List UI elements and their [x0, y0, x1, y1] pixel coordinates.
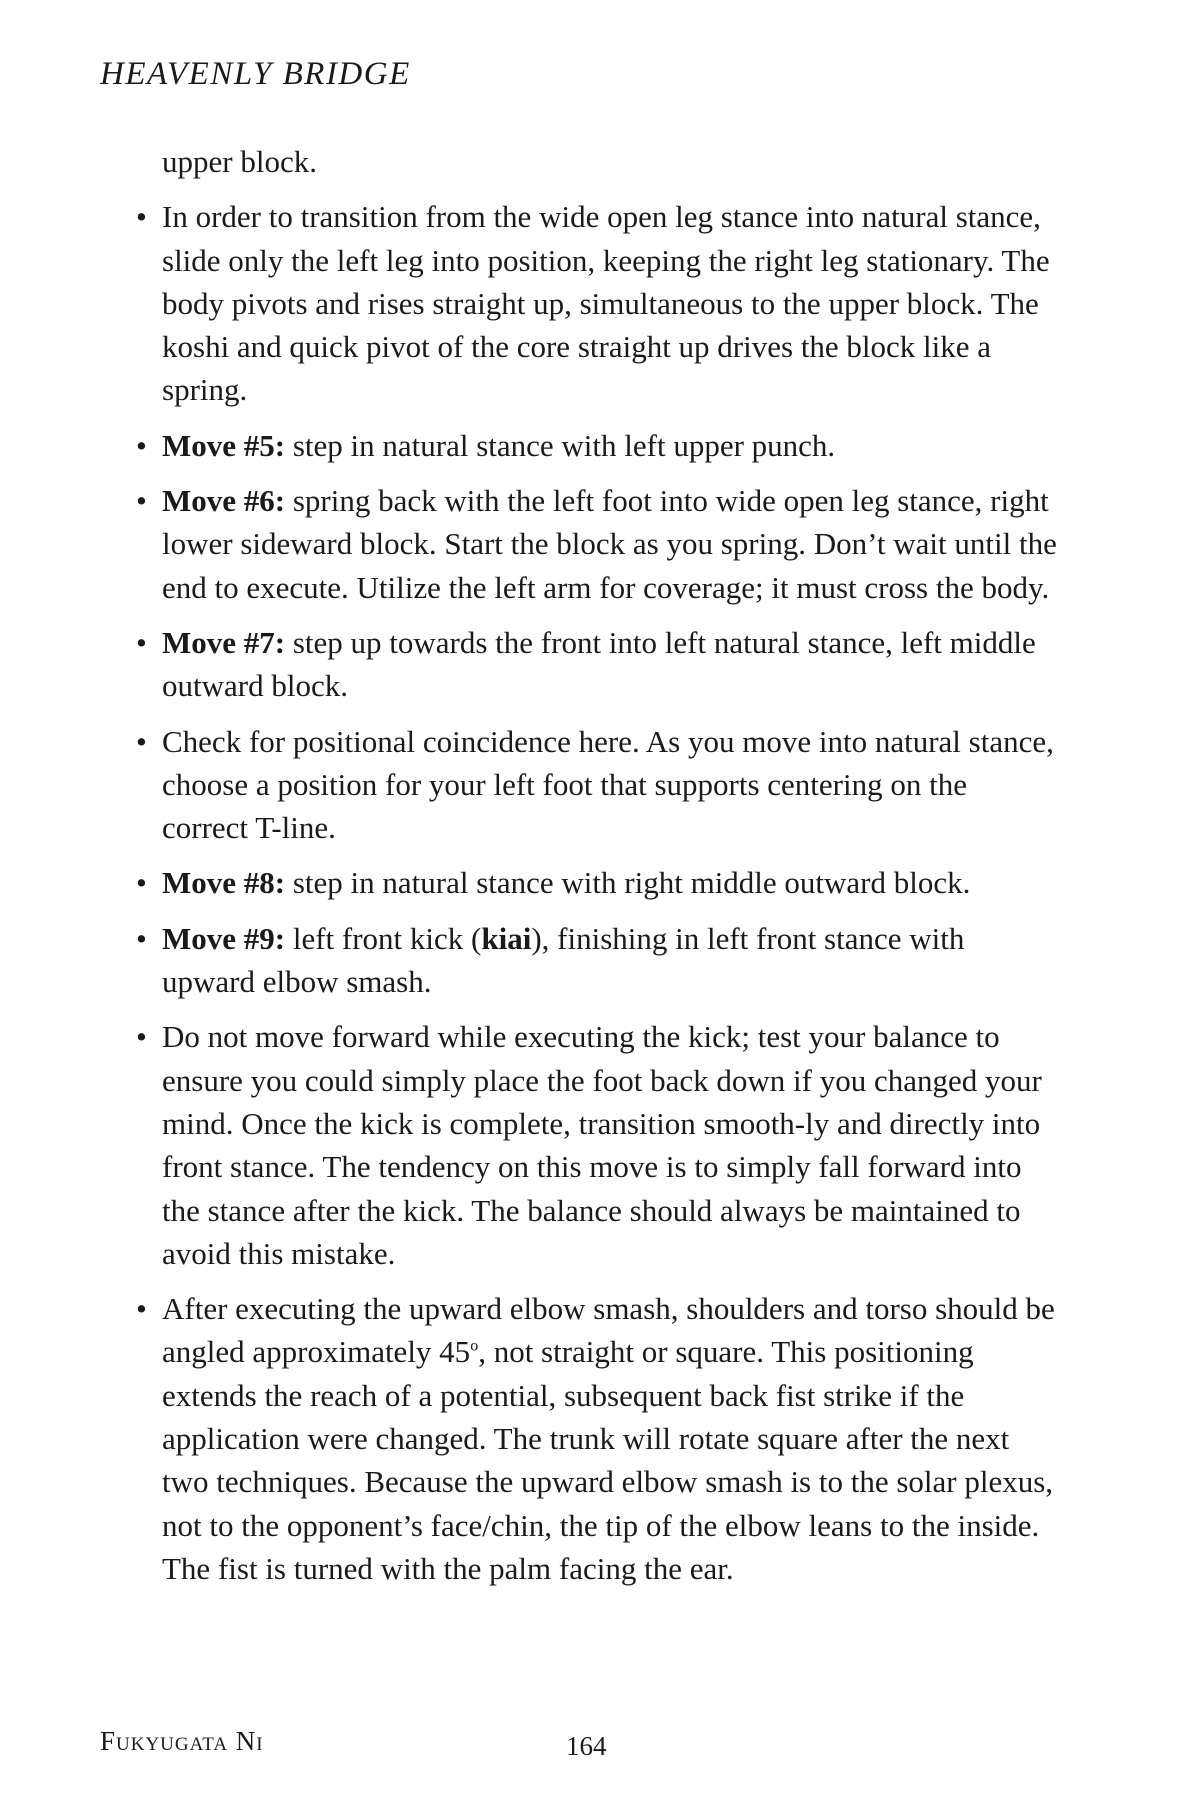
list-item — [128, 621, 1058, 708]
item-text: After executing the upward elbow smash, shoulders and torso should be angled approximately 45 — [162, 1291, 1055, 1370]
page-body — [128, 140, 1058, 1602]
bullet-icon: • — [136, 483, 147, 519]
move-label: Move #8: — [162, 865, 286, 901]
list-item — [128, 424, 1058, 467]
item-text: Do not move forward while executing the kick; test your balance to ensure you could simply place the foot back down if you changed your mind. Once the kick is complete, transition smooth-ly and directly into front stance. The tendency on this move is to simply fall forward into the stance after the kick. The balance should always be maintained to avoid this mistake. — [162, 1019, 1042, 1271]
list-item — [128, 917, 1058, 1004]
item-text: spring back with the left foot into wide open leg stance, right lower sideward block. Start the block as you spring. Don’t wait until the end to execute. Utilize the left arm for coverage; it must cross the body. — [162, 483, 1057, 605]
bullet-icon: • — [136, 920, 147, 956]
bullet-icon: • — [136, 1291, 147, 1327]
kiai-emphasis: kiai — [481, 920, 532, 956]
move-label: Move #9: — [162, 920, 286, 956]
move-label: Move #6: — [162, 483, 286, 519]
bullet-icon: • — [136, 865, 147, 901]
bullet-icon: • — [136, 624, 147, 660]
item-text: step up towards the front into left natural stance, left middle outward block. — [162, 624, 1036, 704]
running-foot: Fukyugata Ni — [100, 1726, 264, 1756]
bullet-icon: • — [136, 1019, 147, 1055]
item-text: step in natural stance with left upper punch. — [285, 427, 836, 463]
list-item — [128, 195, 1058, 411]
degree-superscript: o — [470, 1338, 479, 1356]
item-text: ), finishing in left front stance with upward elbow smash. — [162, 920, 965, 1000]
move-label: Move #5: — [162, 427, 286, 463]
item-text: , not straight or square. This positioning extends the reach of a potential, subsequent back fist strike if the application were changed. The trunk will rotate square after the next two techniques. Because the upward elbow smash is to the solar plexus, not to the opponent’s face/chin, the tip of the elbow leans to the inside. The fist is turned with the palm facing the ear. — [162, 1334, 1054, 1586]
item-text: step in natural stance with right middle outward block. — [285, 865, 971, 901]
instruction-list — [128, 195, 1058, 1590]
list-item — [128, 1287, 1058, 1590]
item-text: Check for positional coincidence here. As you move into natural stance, choose a position for your left foot that supports centering on the correct T-line. — [162, 723, 1054, 846]
list-item — [128, 720, 1058, 850]
bullet-icon: • — [136, 723, 147, 759]
move-label: Move #7: — [162, 624, 286, 660]
list-item — [128, 1015, 1058, 1275]
list-item — [128, 861, 1058, 904]
bullet-icon: • — [136, 427, 147, 463]
list-item — [128, 479, 1058, 609]
running-head: HEAVENLY BRIDGE — [100, 56, 411, 92]
page-number: 164 — [566, 1731, 607, 1761]
bullet-icon: • — [136, 199, 147, 235]
item-text: left front kick ( — [285, 920, 482, 956]
continuation-text: upper block. — [162, 144, 317, 179]
item-text: In order to transition from the wide open leg stance into natural stance, slide only the left leg into position, keeping the right leg stationary. The body pivots and rises straight up, simultaneous to the upper block. The koshi and quick pivot of the core straight up drives the block like a spring. — [162, 199, 1050, 408]
